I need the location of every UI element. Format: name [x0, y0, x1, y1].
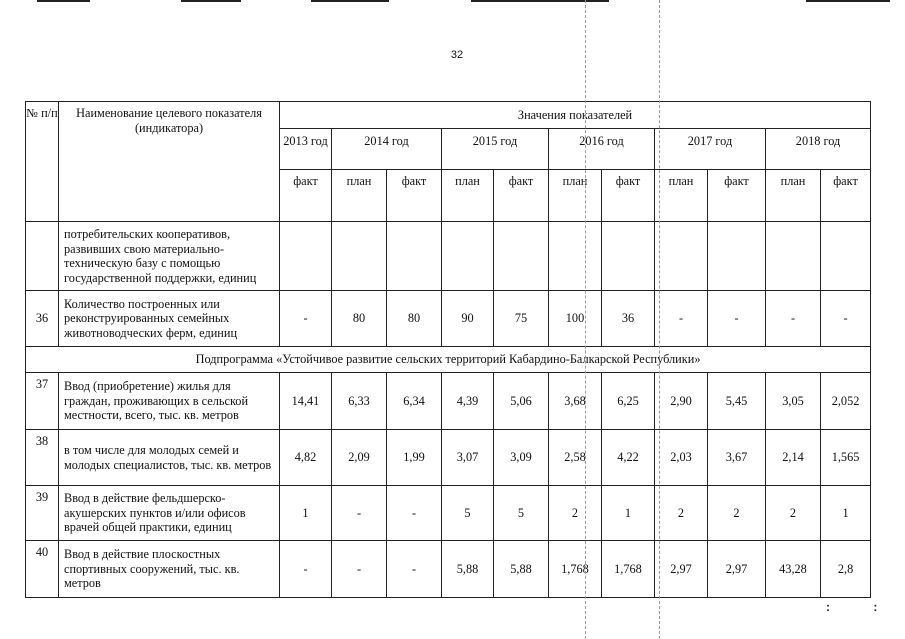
row-number: 40: [26, 541, 59, 598]
col-fact-header: факт: [494, 170, 549, 222]
indicator-name: Ввод в действие фельдшерско-акушерских пунктов и/или офисов врачей общей практики, единиц: [59, 486, 280, 541]
col-plan-header: план: [332, 170, 387, 222]
table-row: [26, 373, 871, 430]
header-rule-2: [181, 0, 241, 2]
table-row: [26, 541, 871, 598]
table-cell: [549, 222, 602, 291]
col-plan-header: план: [655, 170, 708, 222]
table-cell: 2,97: [708, 541, 766, 598]
table-cell: 100: [549, 291, 602, 347]
table-cell: -: [708, 291, 766, 347]
table-cell: -: [766, 291, 821, 347]
table-cell: [655, 222, 708, 291]
subprogram-title: Подпрограмма «Устойчивое развитие сельских территорий Кабардино-Балкарской Республики»: [26, 347, 871, 373]
table-cell: 1: [821, 486, 871, 541]
year-2013: 2013 год: [280, 129, 332, 170]
table-cell: 80: [387, 291, 442, 347]
table-cell: 1,768: [602, 541, 655, 598]
table-cell: [494, 222, 549, 291]
table-cell: -: [280, 291, 332, 347]
table-cell: 4,82: [280, 430, 332, 486]
table-cell: 1,768: [549, 541, 602, 598]
table-cell: 5,88: [494, 541, 549, 598]
table-cell: -: [387, 541, 442, 598]
table-cell: 2,8: [821, 541, 871, 598]
table-cell: 2,14: [766, 430, 821, 486]
table-cell: -: [332, 541, 387, 598]
table-cell: -: [280, 541, 332, 598]
table-cell: 2,09: [332, 430, 387, 486]
table-cell: 5,88: [442, 541, 494, 598]
table-cell: 2,052: [821, 373, 871, 430]
values-header: Значения показателей: [280, 102, 871, 129]
year-2017: 2017 год: [655, 129, 766, 170]
table-cell: 2,58: [549, 430, 602, 486]
table-cell: 1,565: [821, 430, 871, 486]
table-cell: 3,09: [494, 430, 549, 486]
col-plan-header: план: [442, 170, 494, 222]
table-row: [26, 291, 871, 347]
table-cell: 75: [494, 291, 549, 347]
col-name-header: Наименование целевого показателя (индикатора): [59, 102, 280, 222]
table-cell: 80: [332, 291, 387, 347]
col-no-header: № п/п: [26, 102, 59, 222]
row-number: 39: [26, 486, 59, 541]
header-rule-4: [471, 0, 609, 2]
col-fact-header: факт: [280, 170, 332, 222]
scan-fold-line: [659, 0, 660, 639]
subprogram-row: [26, 347, 871, 373]
indicator-name: в том числе для молодых семей и молодых специалистов, тыс. кв. метров: [59, 430, 280, 486]
col-fact-header: факт: [821, 170, 871, 222]
col-fact-header: факт: [708, 170, 766, 222]
table-cell: 2: [549, 486, 602, 541]
table-cell: [602, 222, 655, 291]
table-cell: [821, 222, 871, 291]
row-number: [26, 222, 59, 291]
table-cell: 2: [708, 486, 766, 541]
table-row: [26, 430, 871, 486]
year-2014: 2014 год: [332, 129, 442, 170]
table-cell: 2,90: [655, 373, 708, 430]
table-cell: 90: [442, 291, 494, 347]
table-cell: -: [387, 486, 442, 541]
row-number: 38: [26, 430, 59, 486]
table-cell: 43,28: [766, 541, 821, 598]
table-cell: 2,97: [655, 541, 708, 598]
table-cell: [387, 222, 442, 291]
year-2018: 2018 год: [766, 129, 871, 170]
table-cell: 1: [602, 486, 655, 541]
header-rule-5: [806, 0, 890, 2]
table-cell: [766, 222, 821, 291]
table-cell: 6,33: [332, 373, 387, 430]
table-cell: [442, 222, 494, 291]
table-cell: 6,25: [602, 373, 655, 430]
year-2016: 2016 год: [549, 129, 655, 170]
table-cell: 6,34: [387, 373, 442, 430]
table-row: [26, 222, 871, 291]
table-cell: 36: [602, 291, 655, 347]
table-cell: 3,07: [442, 430, 494, 486]
table-cell: -: [655, 291, 708, 347]
year-2015: 2015 год: [442, 129, 549, 170]
row-number: 36: [26, 291, 59, 347]
table-cell: 5,45: [708, 373, 766, 430]
table-cell: 2: [766, 486, 821, 541]
header-rule-1: [37, 0, 90, 2]
table-cell: [280, 222, 332, 291]
table-cell: 3,68: [549, 373, 602, 430]
col-plan-header: план: [766, 170, 821, 222]
table-cell: 5: [494, 486, 549, 541]
col-fact-header: факт: [602, 170, 655, 222]
table-cell: 3,05: [766, 373, 821, 430]
table-cell: 4,22: [602, 430, 655, 486]
corner-marks: : :: [826, 600, 898, 614]
indicator-name: потребительских кооперативов, развивших свою материально-техническую базу с помощью государственной поддержки, единиц: [59, 222, 280, 291]
table-cell: -: [821, 291, 871, 347]
table-row: [26, 486, 871, 541]
table-cell: 14,41: [280, 373, 332, 430]
table-cell: 2: [655, 486, 708, 541]
table-cell: 4,39: [442, 373, 494, 430]
table-cell: 1: [280, 486, 332, 541]
col-fact-header: факт: [387, 170, 442, 222]
indicator-name: Ввод (приобретение) жилья для граждан, проживающих в сельской местности, всего, тыс. кв. метров: [59, 373, 280, 430]
page-number: 32: [450, 49, 464, 61]
col-plan-header: план: [549, 170, 602, 222]
header-row-1: [26, 102, 871, 129]
table-cell: 2,03: [655, 430, 708, 486]
table-cell: 5: [442, 486, 494, 541]
table-cell: 3,67: [708, 430, 766, 486]
table-cell: -: [332, 486, 387, 541]
table-cell: [332, 222, 387, 291]
row-number: 37: [26, 373, 59, 430]
indicator-name: Ввод в действие плоскостных спортивных сооружений, тыс. кв. метров: [59, 541, 280, 598]
header-rule-3: [311, 0, 389, 2]
indicator-name: Количество построенных или реконструированных семейных животноводческих ферм, единиц: [59, 291, 280, 347]
table-cell: [708, 222, 766, 291]
table-cell: 1,99: [387, 430, 442, 486]
indicators-table: [25, 101, 871, 598]
scan-fold-line: [585, 0, 586, 639]
table-cell: 5,06: [494, 373, 549, 430]
